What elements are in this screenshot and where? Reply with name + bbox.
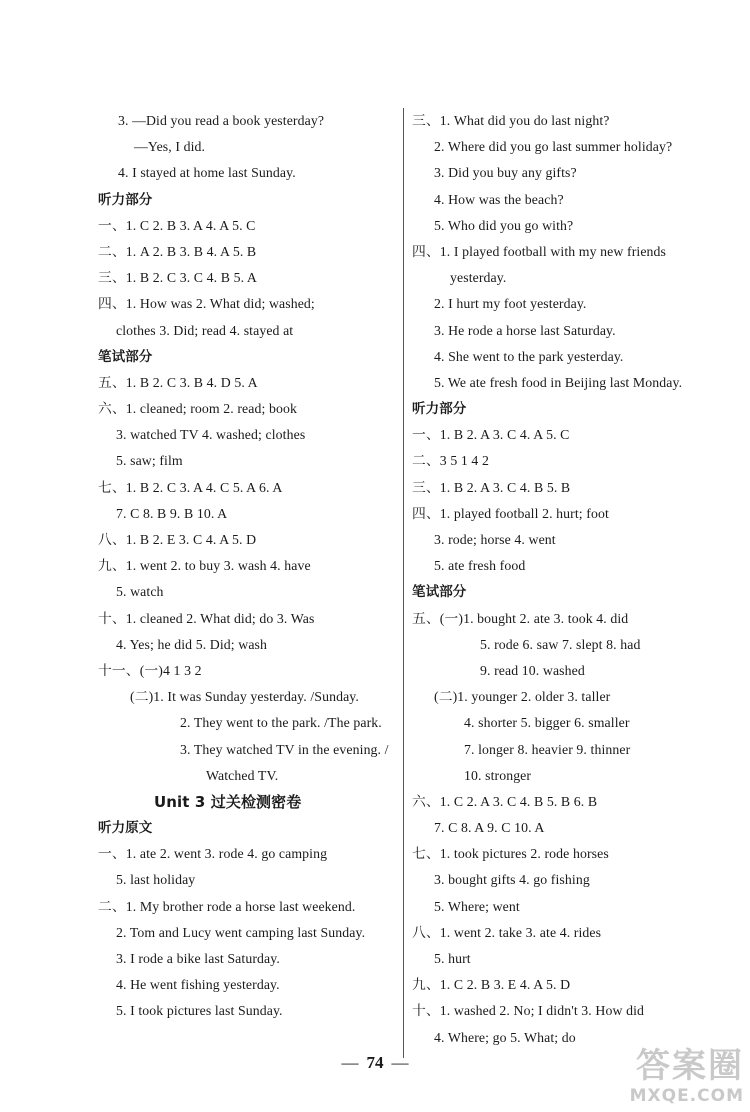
answer-line: 四、1. I played football with my new friends — [412, 243, 667, 259]
answer-line: 10. stronger — [464, 767, 532, 783]
answer-line: 5. We ate fresh food in Beijing last Monday. — [434, 374, 683, 390]
answer-line: 4. Where; go 5. What; do — [434, 1029, 576, 1045]
answer-line: 5. hurt — [434, 951, 471, 966]
answer-line: 九、1. C 2. B 3. E 4. A 5. D — [412, 977, 571, 993]
answer-line: 3. He rode a horse last Saturday. — [434, 322, 616, 338]
page-number: — 74 — — [341, 1053, 409, 1072]
answer-line: 5. watch — [116, 584, 164, 600]
answer-line: 4. He went fishing yesterday. — [116, 977, 280, 993]
answer-line: (二)1. younger 2. older 3. taller — [434, 689, 611, 705]
answer-line: 一、1. B 2. A 3. C 4. A 5. C — [412, 427, 570, 443]
answer-line: 三、1. B 2. C 3. C 4. B 5. A — [98, 270, 257, 286]
answer-line: 十、1. washed 2. No; I didn't 3. How did — [412, 1003, 645, 1019]
answer-line: 9. read 10. washed — [480, 662, 585, 678]
answer-line: 一、1. C 2. B 3. A 4. A 5. C — [98, 217, 256, 233]
answer-line: 五、(一)1. bought 2. ate 3. took 4. did — [412, 610, 629, 626]
answer-line: 3. Did you buy any gifts? — [434, 165, 577, 181]
section-heading: 笔试部分 — [98, 348, 153, 365]
answer-line: 七、1. took pictures 2. rode horses — [412, 846, 609, 862]
right-column — [412, 108, 742, 1051]
answer-line: —Yes, I did. — [134, 139, 206, 155]
answer-line: 十、1. cleaned 2. What did; do 3. Was — [98, 610, 315, 626]
section-heading: 听力原文 — [98, 820, 153, 837]
watermark-logo — [604, 1046, 744, 1108]
answer-line: 3. watched TV 4. washed; clothes — [116, 427, 306, 443]
watermark-text: 答案圈 — [636, 1046, 744, 1086]
answer-line: 2. Tom and Lucy went camping last Sunday. — [116, 924, 366, 940]
section-heading: 听力部分 — [98, 191, 153, 208]
answer-line: clothes 3. Did; read 4. stayed at — [116, 322, 294, 338]
answer-line: 二、1. A 2. B 3. B 4. A 5. B — [98, 243, 257, 259]
answer-line: 4. I stayed at home last Sunday. — [118, 165, 296, 181]
answer-line: 2. Where did you go last summer holiday? — [434, 139, 673, 155]
answer-line: 3. bought gifts 4. go fishing — [434, 872, 590, 888]
unit-title: Unit 3 过关检测密卷 — [154, 792, 302, 811]
answer-line: 4. Yes; he did 5. Did; wash — [116, 636, 268, 652]
answer-line: 四、1. How was 2. What did; washed; — [98, 296, 315, 312]
answer-line: 4. How was the beach? — [434, 191, 564, 207]
answer-line: 5. Who did you go with? — [434, 217, 574, 233]
answer-line: 5. rode 6. saw 7. slept 8. had — [480, 636, 641, 652]
answer-line: 4. shorter 5. bigger 6. smaller — [464, 715, 630, 731]
section-heading: 笔试部分 — [412, 584, 467, 601]
answer-line: 九、1. went 2. to buy 3. wash 4. have — [98, 558, 311, 574]
answer-line: 二、1. My brother rode a horse last weekend. — [98, 898, 356, 914]
left-column — [98, 108, 398, 1025]
answer-line: 八、1. went 2. take 3. ate 4. rides — [412, 924, 602, 940]
answer-line: 7. C 8. B 9. B 10. A — [116, 505, 228, 521]
answer-line: 八、1. B 2. E 3. C 4. A 5. D — [98, 532, 257, 547]
answer-line: 7. C 8. A 9. C 10. A — [434, 820, 545, 836]
answer-line: 二、3 5 1 4 2 — [412, 453, 489, 469]
answer-line: 5. Where; went — [434, 898, 520, 914]
answer-line: yesterday. — [450, 270, 507, 286]
answer-line: 三、1. What did you do last night? — [412, 113, 610, 128]
answer-line: 十一、(一)4 1 3 2 — [98, 662, 202, 678]
answer-line: 2. I hurt my foot yesterday. — [434, 296, 587, 312]
column-divider — [403, 108, 404, 1058]
answer-line: 5. last holiday — [116, 872, 196, 888]
page-number-value: 74 — [366, 1053, 384, 1072]
answer-line: 3. They watched TV in the evening. / — [180, 741, 389, 757]
answer-line: 5. I took pictures last Sunday. — [116, 1003, 283, 1019]
answer-line: 2. They went to the park. /The park. — [180, 715, 382, 731]
answer-line: (二)1. It was Sunday yesterday. /Sunday. — [130, 689, 359, 705]
section-heading: 听力部分 — [412, 401, 467, 418]
answer-line: 五、1. B 2. C 3. B 4. D 5. A — [98, 374, 258, 390]
answer-line: 4. She went to the park yesterday. — [434, 348, 624, 364]
answer-line: Watched TV. — [206, 767, 279, 783]
answer-line: 三、1. B 2. A 3. C 4. B 5. B — [412, 479, 571, 495]
answer-line: 3. —Did you read a book yesterday? — [118, 113, 325, 128]
answer-line: 七、1. B 2. C 3. A 4. C 5. A 6. A — [98, 479, 283, 495]
answer-line: 四、1. played football 2. hurt; foot — [412, 505, 609, 521]
answer-line: 3. rode; horse 4. went — [434, 532, 556, 547]
answer-line: 六、1. cleaned; room 2. read; book — [98, 401, 297, 417]
answer-line: 3. I rode a bike last Saturday. — [116, 951, 280, 966]
answer-line: 一、1. ate 2. went 3. rode 4. go camping — [98, 846, 328, 862]
answer-line: 六、1. C 2. A 3. C 4. B 5. B 6. B — [412, 793, 598, 809]
answer-line: 7. longer 8. heavier 9. thinner — [464, 741, 631, 757]
answer-line: 5. ate fresh food — [434, 558, 526, 574]
watermark-url: MXQE.COM — [629, 1086, 744, 1106]
answer-line: 5. saw; film — [116, 453, 183, 469]
